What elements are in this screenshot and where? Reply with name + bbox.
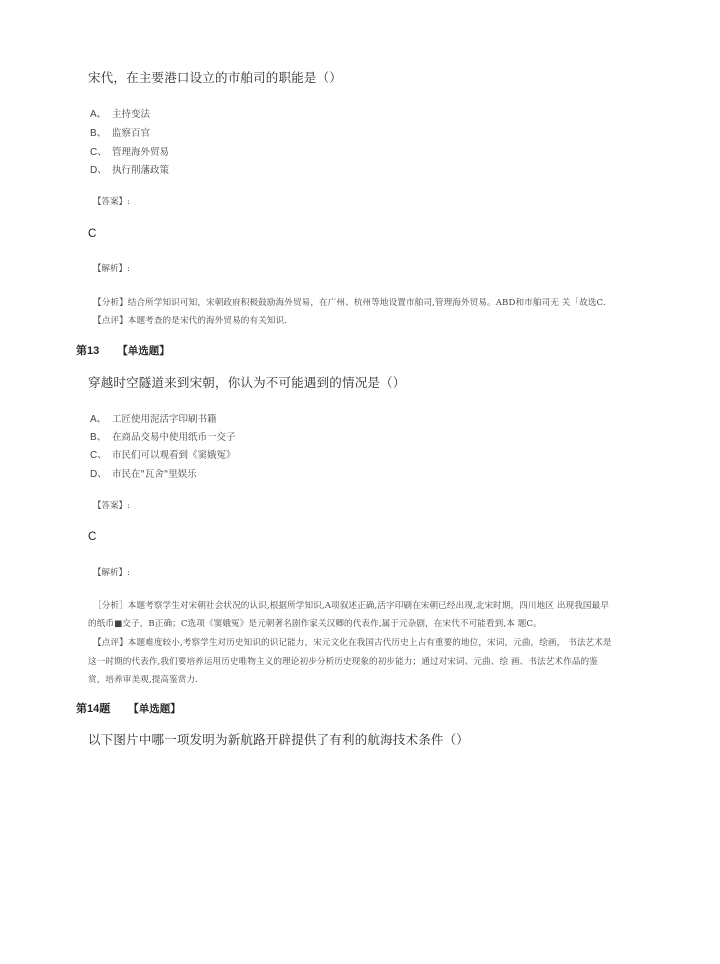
q12-question: 宋代，在主要港口设立的市舶司的职能是（） <box>88 70 343 85</box>
q13-analysis-line-4: 这一时期的代表作,我们要培养运用历史唯物主义的理论初步分析历史现象的初步能力；通过对宋词、元曲、绘 画、书法艺术作品的鉴 <box>88 657 598 667</box>
q13-answer: C <box>88 531 97 543</box>
option-text: 在商品交易中使用纸币一交子 <box>112 432 236 443</box>
q12-answer: C <box>88 228 97 240</box>
option-key: A、 <box>90 414 107 425</box>
q13-analysis-line-5: 赏，培养审美观,提高鉴赏力. <box>88 675 198 685</box>
q14-question: 以下图片中哪一项发明为新航路开辟提供了有利的航海技术条件（） <box>88 732 470 747</box>
option-key: B、 <box>90 128 107 139</box>
option-key: D、 <box>90 165 108 176</box>
q13-type: 【单选题】 <box>117 345 170 357</box>
q14-number: 第14题 <box>76 703 111 715</box>
q12-option-b[interactable] <box>90 124 150 139</box>
q13-number: 第13 <box>76 345 100 357</box>
option-text: 市民在"瓦舍"里娱乐 <box>112 469 197 480</box>
option-text: 市民们可以观看到《窦娥冤》 <box>112 450 236 461</box>
q14-header <box>76 700 181 716</box>
q12-analysis-tag: 【解析】: <box>93 264 130 274</box>
q13-option-c[interactable] <box>90 446 236 461</box>
q14-type: 【单选题】 <box>128 703 181 715</box>
option-key: C、 <box>90 450 108 461</box>
q12-option-a[interactable] <box>90 105 150 120</box>
q13-option-b[interactable] <box>90 428 236 443</box>
option-key: A、 <box>90 109 107 120</box>
option-key: C、 <box>90 147 108 158</box>
q13-answer-tag: 【答案】: <box>93 501 130 511</box>
q13-question: 穿越时空隧道来到宋朝，你认为不可能遇到的情况是（） <box>88 375 406 390</box>
q13-option-d[interactable] <box>90 465 197 480</box>
option-text: 管理海外贸易 <box>112 147 170 158</box>
q13-analysis-line-1: ［分析］本题考察学生对宋朝社会状况的认识,根据所学知识,A项叙述正确,活字印刷在宋朝已经出现,北宋时期，四川地区 出现我国最早 <box>93 601 610 611</box>
q13-header <box>76 342 170 358</box>
q12-answer-tag: 【答案】: <box>93 197 130 207</box>
q13-analysis-line-2: 的纸币■交子，B正确；C选项《窦娥冤》是元朝著名剧作家关汉卿的代表作,属于元杂剧，在宋代不可能看到,本 题C。 <box>88 619 542 629</box>
q13-analysis-line-3: 【点评】本题难度较小,考察学生对历史知识的识记能力，宋元文化在我国古代历史上占有重要的地位，宋词，元曲，绘画， 书法艺术是 <box>93 638 612 648</box>
q13-analysis-tag: 【解析】: <box>93 568 130 578</box>
option-text: 主持变法 <box>112 109 151 120</box>
option-text: 工匠使用泥活字印刷书籍 <box>112 414 217 425</box>
option-text: 执行削藩政策 <box>112 165 170 176</box>
q12-option-c[interactable] <box>90 143 169 158</box>
q12-analysis-line-1: 【分析】结合所学知识可知，宋朝政府积极鼓励海外贸易，在广州、杭州等地设置市舶司,管理海外贸易。ABD和市舶司无 关「故选C. <box>93 298 606 308</box>
q13-option-a[interactable] <box>90 410 217 425</box>
q12-option-d[interactable] <box>90 161 169 176</box>
option-text: 监察百官 <box>112 128 151 139</box>
option-key: B、 <box>90 432 107 443</box>
q12-analysis-line-2: 【点评】本题考查的是宋代的海外贸易的有关知识. <box>93 316 288 326</box>
option-key: D、 <box>90 469 108 480</box>
